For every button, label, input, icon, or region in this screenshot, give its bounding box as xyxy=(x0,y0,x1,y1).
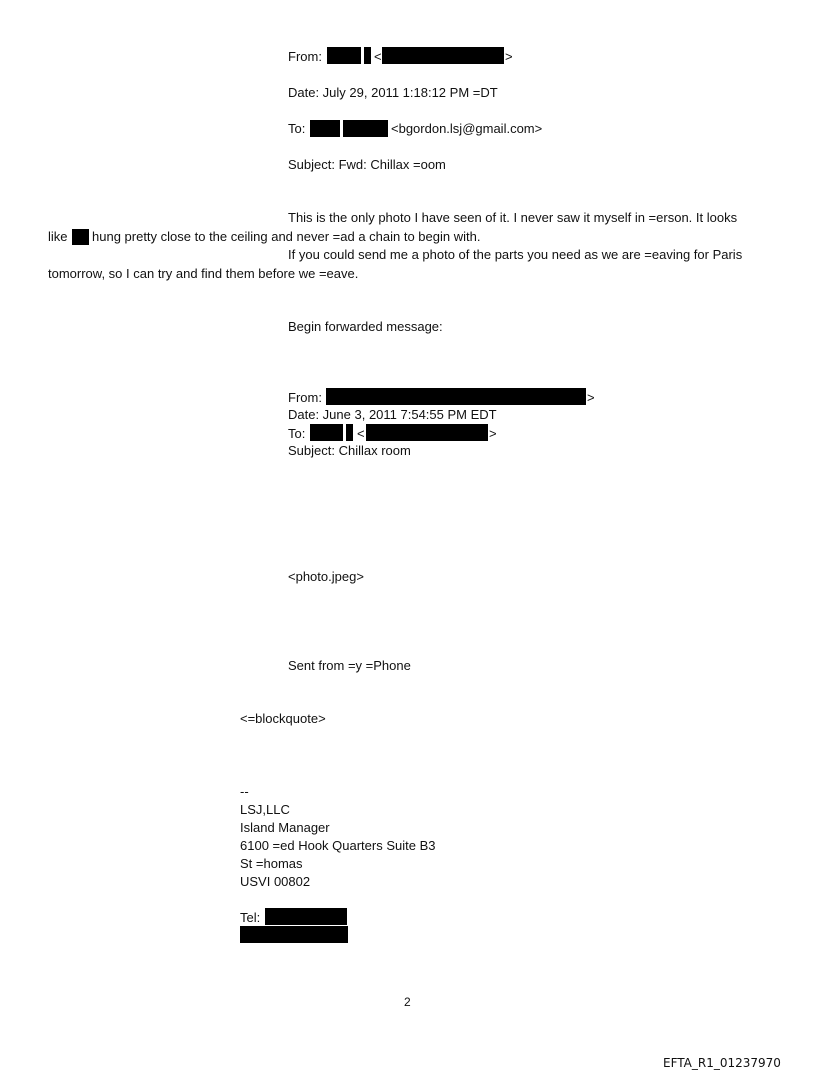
body-line: This is the only photo I have seen of it. I never saw it myself in =erson. It looks xyxy=(288,210,738,225)
forwarded-intro: Begin forwarded message: xyxy=(288,319,443,334)
from-bracket-close: > xyxy=(505,49,513,64)
redaction xyxy=(343,120,388,137)
fwd-from-label: From: xyxy=(288,390,322,405)
blockquote-tag: <=blockquote> xyxy=(240,711,326,726)
redaction xyxy=(240,926,348,943)
redaction xyxy=(326,388,586,405)
from-label: From: xyxy=(288,49,322,64)
redaction xyxy=(310,424,343,441)
redaction xyxy=(265,908,347,925)
to-label: To: xyxy=(288,121,306,136)
document-id: EFTA_R1_01237970 xyxy=(663,1056,781,1070)
signature-tel-label: Tel: xyxy=(240,910,261,925)
fwd-date: Date: June 3, 2011 7:54:55 PM EDT xyxy=(288,407,497,422)
redaction xyxy=(366,424,488,441)
redaction xyxy=(346,424,353,441)
page-number: 2 xyxy=(404,995,411,1009)
signature-company: LSJ,LLC xyxy=(240,802,290,817)
redaction xyxy=(327,47,361,64)
signature-city: St =homas xyxy=(240,856,303,871)
signature-address: 6100 =ed Hook Quarters Suite B3 xyxy=(240,838,436,853)
to-email: <bgordon.lsj@gmail.com> xyxy=(391,121,543,136)
body-like: like xyxy=(48,229,68,244)
body-line: tomorrow, so I can try and find them before we =eave. xyxy=(48,266,359,281)
fwd-to-label: To: xyxy=(288,426,306,441)
from-bracket-open: < xyxy=(374,49,382,64)
fwd-from-bracket-close: > xyxy=(587,390,595,405)
redaction xyxy=(382,47,504,64)
fwd-to-bracket-close: > xyxy=(489,426,497,441)
signature-dashes: -- xyxy=(240,784,249,799)
body-line: hung pretty close to the ceiling and never =ad a chain to begin with. xyxy=(92,229,481,244)
sent-from: Sent from =y =Phone xyxy=(288,658,411,673)
redaction xyxy=(364,47,371,64)
signature-region: USVI 00802 xyxy=(240,874,311,889)
attachment-placeholder: <photo.jpeg> xyxy=(288,569,364,584)
redaction xyxy=(310,120,340,137)
header-date: Date: July 29, 2011 1:18:12 PM =DT xyxy=(288,85,498,100)
redaction xyxy=(72,229,89,245)
fwd-subject: Subject: Chillax room xyxy=(288,443,411,458)
fwd-to-bracket-open: < xyxy=(357,426,365,441)
signature-title: Island Manager xyxy=(240,820,330,835)
header-subject: Subject: Fwd: Chillax =oom xyxy=(288,157,446,172)
body-line: If you could send me a photo of the parts you need as we are =eaving for Paris xyxy=(288,247,743,262)
